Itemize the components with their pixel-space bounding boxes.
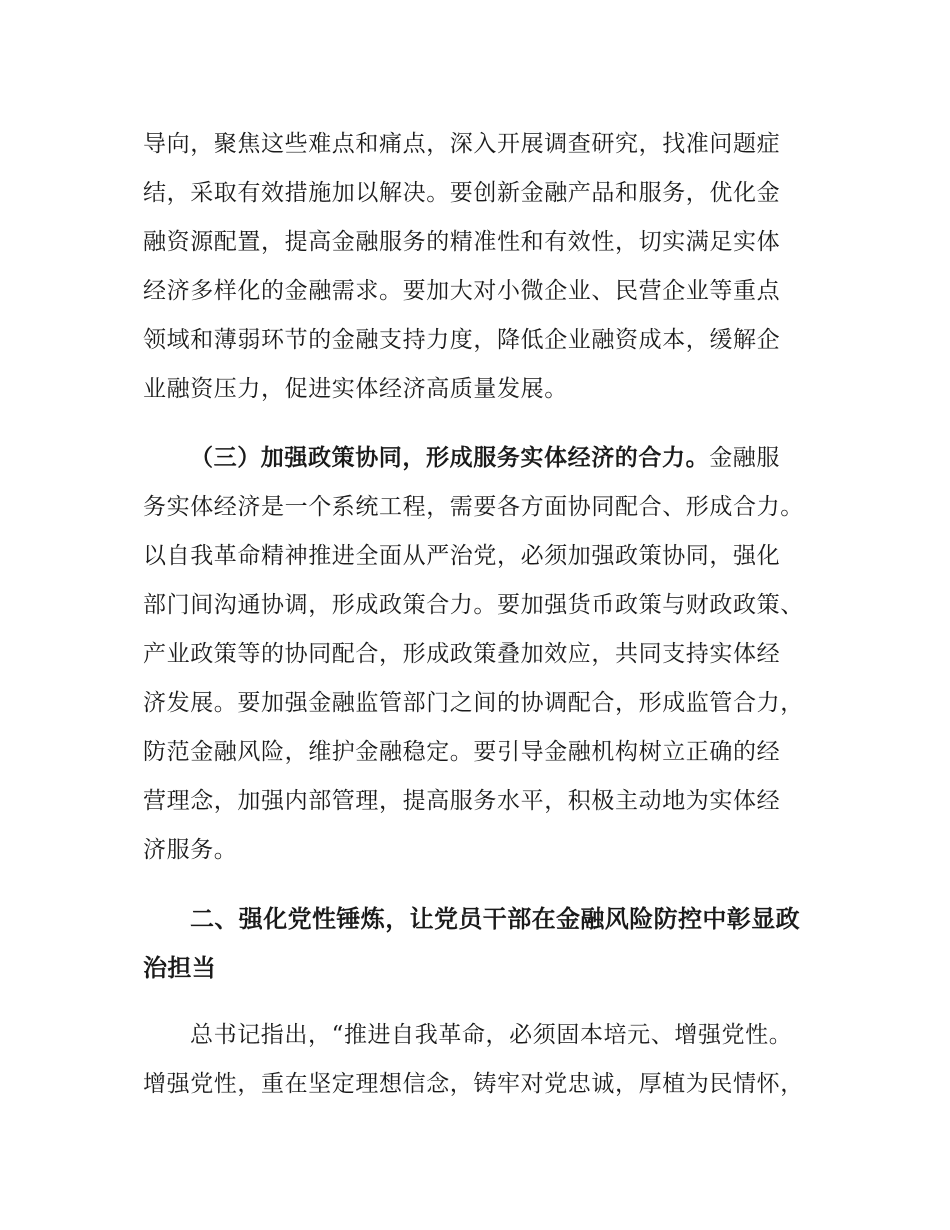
paragraph-line: 产业政策等的协同配合，形成政策叠加效应，共同支持实体经 bbox=[143, 641, 781, 667]
paragraph-line: 防范金融风险，维护金融稳定。要引导金融机构树立正确的经 bbox=[143, 739, 781, 765]
paragraph-line: 济发展。要加强金融监管部门之间的协调配合，形成监管合力， bbox=[143, 690, 804, 716]
paragraph-line: 导向，聚焦这些难点和痛点，深入开展调查研究，找准问题症 bbox=[143, 131, 781, 157]
paragraph-line: 融资源配置，提高金融服务的精准性和有效性，切实满足实体 bbox=[143, 229, 781, 255]
paragraph-line: 部门间沟通协调，形成政策合力。要加强货币政策与财政政策、 bbox=[143, 592, 804, 618]
paragraph-line: 业融资压力，促进实体经济高质量发展。 bbox=[143, 376, 568, 402]
paragraph-line: 济服务。 bbox=[143, 837, 238, 863]
paragraph-first-line bbox=[190, 434, 870, 482]
section-heading-continued: 治担当 bbox=[143, 954, 217, 982]
paragraph-line: 务实体经济是一个系统工程，需要各方面协同配合、形成合力。 bbox=[143, 494, 804, 520]
paragraph-text: 金融服 bbox=[709, 445, 781, 471]
paragraph-line: 营理念，加强内部管理，提高服务水平，积极主动地为实体经 bbox=[143, 788, 781, 814]
paragraph-line: 结，采取有效措施加以解决。要创新金融产品和服务，优化金 bbox=[143, 180, 781, 206]
paragraph-line: 经济多样化的金融需求。要加大对小微企业、民营企业等重点 bbox=[143, 278, 781, 304]
subsection-lead: （三）加强政策协同，形成服务实体经济的合力。 bbox=[190, 445, 710, 471]
paragraph-line: 以自我革命精神推进全面从严治党，必须加强政策协同，强化 bbox=[143, 543, 781, 569]
paragraph-line: 领域和薄弱环节的金融支持力度，降低企业融资成本，缓解企 bbox=[143, 327, 781, 353]
paragraph-line: 增强党性，重在坚定理想信念，铸牢对党忠诚，厚植为民情怀， bbox=[143, 1071, 804, 1097]
paragraph-line: 总书记指出，“推进自我革命，必须固本培元、增强党性。 bbox=[190, 1022, 793, 1048]
section-heading: 二、强化党性锤炼，让党员干部在金融风险防控中彰显政 bbox=[190, 905, 800, 933]
